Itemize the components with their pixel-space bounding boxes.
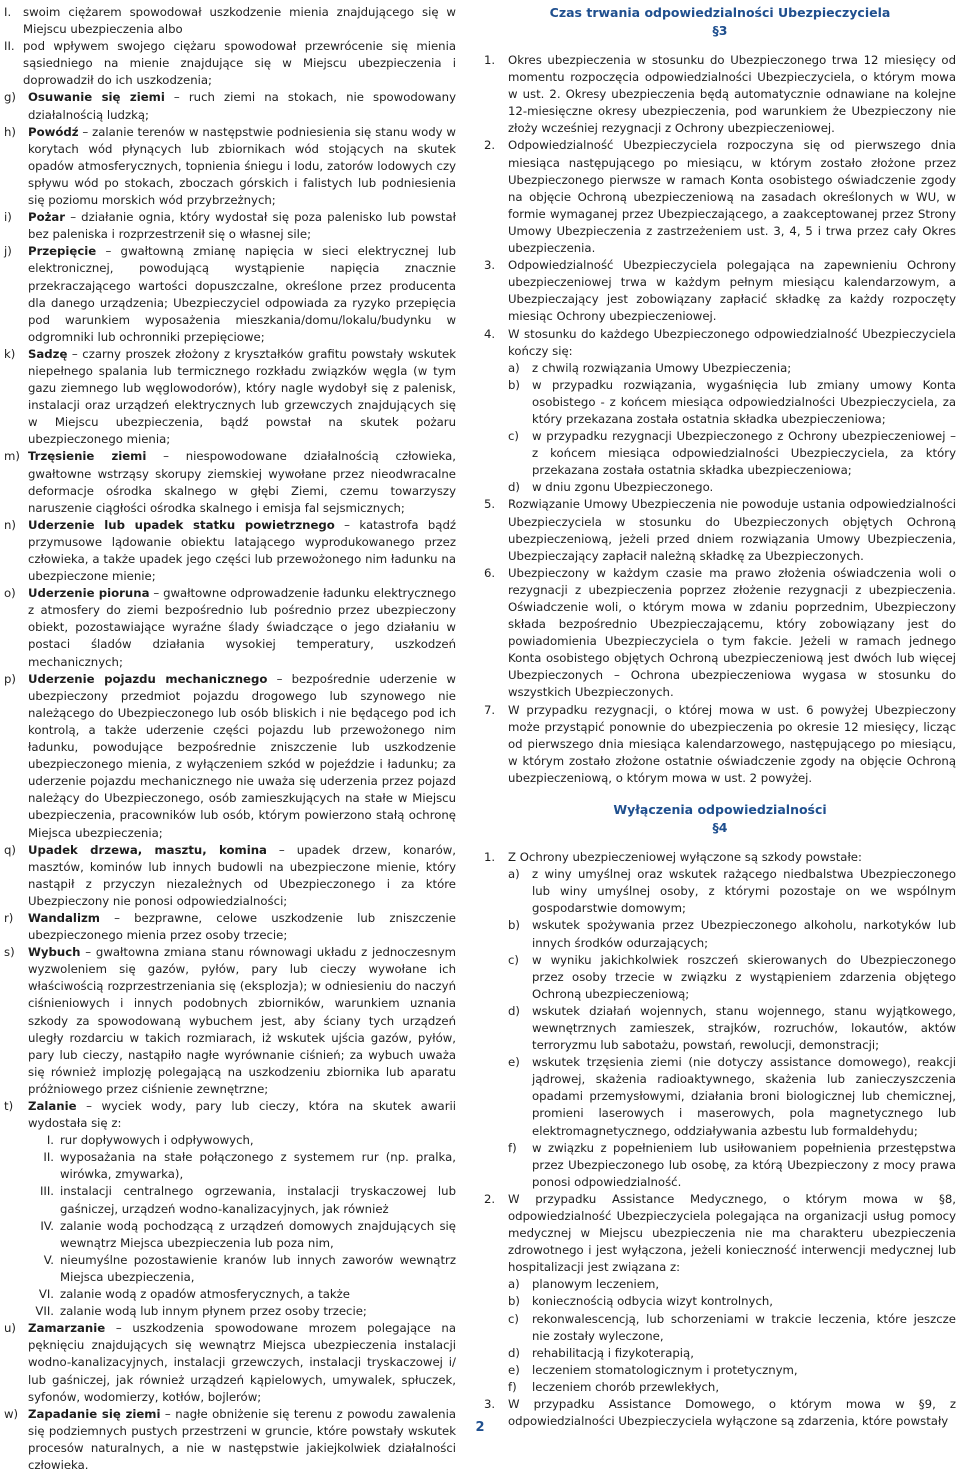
list-item (484, 1140, 956, 1191)
item-label: 3. (484, 258, 496, 273)
defined-term: Przepięcie (28, 244, 97, 259)
item-text (28, 124, 456, 209)
list-item (4, 944, 456, 1098)
item-label: o) (4, 586, 16, 601)
list-item (484, 866, 956, 917)
definition-text: – bezprawne, celowe uszkodzenie lub zniszczenie ubezpieczonego mienia przez osoby trzecie; (28, 910, 456, 943)
list-item (484, 496, 956, 564)
item-text (28, 209, 456, 243)
item-label: s) (4, 945, 15, 960)
item-text: w wyniku jakichkolwiek roszczeń skierowanych do Ubezpieczonego przez osoby trzecie w związku z wystąpieniem zdarzenia objętego Ochroną ubezpieczeniową; (532, 952, 956, 1001)
item-text: Rozwiązanie Umowy Ubezpieczenia nie powoduje ustania odpowiedzialności Ubezpieczyciela w stosunku do Ubezpieczonych objętych Ochroną ubezpieczeniową, jeżeli przed dniem rozwiązania Umowy Ubezpieczenia, Ubezpieczający zapłacił należną składkę za Ubezpieczonych. (508, 497, 956, 563)
list-item (4, 585, 456, 670)
item-label: d) (508, 1003, 520, 1018)
item-label: e) (508, 1362, 520, 1377)
item-text: wskutek trzęsienia ziemi (nie dotyczy assistance domowego), reakcji jądrowej, skażenia radioaktywnego, skażenia lub zanieczyszczenia opadami przemysłowymi, działania broni biologicznej lub chemicznej, promieni laserowych i maserowych, pola magnetycznego lub elektromagnetycznego, oddziaływania azbestu lub formaldehydu; (532, 1055, 956, 1138)
point-label: 3. (484, 1397, 496, 1412)
item-text: leczeniem stomatologicznym i protetycznym, (532, 1362, 798, 1377)
section-number: §3 (712, 23, 728, 38)
point-text: W przypadku Assistance Domowego, o którym mowa w §9, z odpowiedzialności Ubezpieczyciela wyłączone są zdarzenia, które powstały (508, 1397, 956, 1429)
item-label: d) (508, 480, 520, 495)
section-number: §4 (712, 820, 728, 836)
definition-text: – niespowodowane działalnością człowieka, gwałtowne wstrząsy skorupy ziemskiej wywołane przez nieodwracalne deformacje ośrodka skalnego w głębi Ziemi, czemu towarzyszy naruszenie ciągłości ośrodka skalnego i emisja fal sejsmicznych; (28, 449, 456, 515)
list-item (4, 346, 456, 449)
item-text (28, 910, 456, 944)
list-item (4, 243, 456, 346)
definition-text: – wyciek wody, pary lub cieczy, która na skutek awarii wydostała się z: (28, 1099, 456, 1131)
list-item (4, 1149, 456, 1183)
item-text: rekonwalescencją, lub schorzeniami w trakcie leczenia, które jeszcze nie zostały wyleczone, (532, 1311, 956, 1343)
item-label: g) (4, 90, 16, 105)
item-label: a) (508, 1277, 520, 1292)
list-item (484, 1276, 956, 1293)
item-text: Odpowiedzialność Ubezpieczyciela polegająca na zapewnieniu Ochrony ubezpieczeniowej trwa w każdym pełnym miesiącu kalendarzowym, a Ubezpieczający jest zobowiązany zapłacić składkę za każdy rozpoczęty miesiąc Ochrony ubezpieczeniowej. (508, 258, 956, 324)
item-label: I. (46, 1133, 54, 1148)
item-label: III. (39, 1184, 54, 1199)
item-text: w przypadku rozwiązania, wygaśnięcia lub zmiany umowy Konta osobistego - z końcem miesiąca odpowiedzialności Ubezpieczyciela, za który przekazana została ostatnia składka ubezpieczeniowa; (532, 377, 956, 426)
item-text (28, 89, 456, 123)
item-text (28, 346, 456, 449)
item-label: b) (508, 377, 520, 392)
list-item (484, 52, 956, 137)
item-label: r) (4, 910, 14, 925)
definition-text: – ruch ziemi na stokach, nie spowodowany działalnością ludzką; (28, 90, 457, 122)
definitions-list (4, 89, 456, 1132)
item-text (28, 448, 456, 516)
list-item (484, 1379, 956, 1396)
item-label: f) (508, 1379, 517, 1394)
list-item (484, 1293, 956, 1310)
item-text: wskutek spożywania przez Ubezpieczonego alkoholu, narkotyków lub innych środków odurzających; (532, 918, 956, 950)
item-label: b) (508, 1294, 520, 1309)
list-item (4, 1286, 456, 1303)
list-item (4, 1218, 456, 1252)
list-item (4, 1252, 456, 1286)
section-3-point4-sublist (484, 360, 956, 497)
list-item (484, 917, 956, 951)
item-label: c) (508, 429, 519, 444)
item-label: IV. (40, 1218, 54, 1233)
item-label: 5. (484, 497, 496, 512)
list-item (4, 1406, 456, 1474)
section-3-points-after (484, 496, 956, 787)
list-item (4, 4, 456, 38)
list-item (484, 1362, 956, 1379)
item-text: nieumyślne pozostawienie kranów lub innych zaworów wewnątrz Miejsca ubezpieczenia, (60, 1252, 456, 1284)
item-text: wskutek działań wojennych, stanu wojennego, stanu wyjątkowego, wewnętrznych zamieszek, strajków, rozruchów, lokautów, aktów terroryzmu lub sabotażu, powstań, rewolucji, demonstracji; (532, 1003, 956, 1053)
item-text: Okres ubezpieczenia w stosunku do Ubezpieczonego trwa 12 miesięcy od momentu rozpoczęcia odpowiedzialności Ubezpieczyciela, o którym mowa w ust. 2. Okresy ubezpieczenia będą automatycznie odnawiane na kolejne 12-miesięczne okresy ubezpieczenia, pod warunkiem że Ubezpieczony nie złoży wcześniej rezygnacji z Ochrony ubezpieczeniowej. (508, 53, 956, 136)
item-text: zalanie wodą z opadów atmosferycznych, a także (60, 1287, 350, 1302)
defined-term: Trzęsienie ziemi (28, 449, 147, 464)
item-text: z chwilą rozwiązania Umowy Ubezpieczenia; (532, 360, 792, 375)
item-label: c) (508, 1311, 519, 1326)
list-item (484, 479, 956, 496)
item-text: w przypadku rezygnacji Ubezpieczonego z Ochrony ubezpieczeniowej – z końcem miesiąca odpowiedzialności Ubezpieczyciela, za który przekazana została ostatnia składka ubezpieczeniowa; (532, 429, 956, 478)
list-item (484, 428, 956, 479)
item-text: zalanie wodą lub innym płynem przez osoby trzecie; (60, 1304, 367, 1319)
numbered-point (484, 849, 956, 866)
definition-text: – czarny proszek złożony z kryształków grafitu powstały wskutek niepełnego spalania lub termicznego rozkładu związków węgla (w tym gazu ziemnego lub węglowodorów), który nagle wydobył się z palenisk, instalacji oraz urządzeń elektrycznych lub grzewczych znajdujących się w Miejscu ubezpieczenia, bądź powstał na skutek pożaru ubezpieczonego mienia; (28, 346, 456, 447)
item-label: a) (508, 360, 520, 375)
section-title: Czas trwania odpowiedzialności Ubezpieczyciela (549, 5, 891, 20)
point-text: W przypadku Assistance Medycznego, o którym mowa w §8, odpowiedzialność Ubezpieczyciela polegająca na organizacji usług pomocy medycznej w Miejscu ubezpieczenia nie ma charakteru ubezpieczenia zdrowotnego i jest wyłączona, jeżeli konieczność interwencji medycznej lub hospitalizacji jest związana z: (508, 1191, 956, 1275)
definition-text: – nagłe obniżenie się terenu z powodu zawalenia się podziemnych pustych przestrzeni w gruncie, które powstały wskutek procesów naturalnych, a nie w następstwie jakiejkolwiek działalności człowieka. (28, 1406, 456, 1472)
definition-text: – katastrofa bądź przymusowe lądowanie obiektu latającego wyprodukowanego przez człowieka, a także upadek jego części lub przewożonego nim ładunku na ubezpieczone mienie; (28, 517, 456, 584)
item-label: u) (4, 1321, 16, 1336)
list-item (484, 565, 956, 702)
list-item (484, 1003, 956, 1054)
item-text: zalanie wodą pochodzącą z urządzeń domowych znajdujących się wewnątrz Miejsca ubezpieczenia lub poza nim, (60, 1218, 456, 1250)
item-text: W przypadku rezygnacji, o której mowa w ust. 6 powyżej Ubezpieczony może przystąpić ponownie do ubezpieczenia po okresie 12 miesięcy, licząc od pierwszego dnia miesiąca kalendarzowego, następującego po miesiącu, w którym zostało złożone ostatnie oświadczenie zgody na objęcie Ochroną ubezpieczeniową, o którym mowa w ust. 2 powyżej. (508, 702, 956, 785)
item-text (28, 1320, 456, 1405)
definition-text: – uszkodzenia spowodowane mrozem polegające na pęknięciu znajdujących się wewnątrz Miejsca ubezpieczenia instalacji wodno-kanalizacyjnych, instalacji grzewczych, instalacji tryskaczowej i/ lub gaśniczej, jak również urządzeń kąpielowych, umywalek, spłuczek, syfonów, wodomierzy, kotłów, bojlerów; (28, 1321, 456, 1404)
item-text: pod wpływem swojego ciężaru spowodował przewrócenie się mienia sąsiedniego na mienie znajdujące się w Miejscu ubezpieczenia i doprowadził do ich uszkodzenia; (23, 39, 456, 88)
list-item (4, 38, 456, 89)
defined-term: Zalanie (28, 1099, 77, 1113)
item-text: Ubezpieczony w każdym czasie ma prawo złożenia oświadczenia woli o rezygnacji z ubezpieczenia poprzez złożenie rezygnacji z ubezpieczenia. Oświadczenie woli, o którym mowa w zdaniu poprzednim, Ubezpieczony składa bezpośrednio Ubezpieczającemu, który zobowiązany jest do powiadomienia Ubezpieczyciela o tym fakcie. Jeżeli w ramach jednego Konta osobistego objętych Ochroną ubezpieczeniową jest dwóch lub więcej Ubezpieczonych – Ochrona ubezpieczeniowa wygasa w stosunku do wszystkich Ubezpieczonych. (508, 565, 956, 700)
item-text: leczeniem chorób przewlekłych, (532, 1379, 720, 1394)
item-text: instalacji centralnego ogrzewania, instalacji tryskaczowej lub gaśniczej, urządzeń wodno-kanalizacyjnych, jak również (60, 1184, 456, 1216)
item-label: q) (4, 842, 16, 857)
item-label: II. (43, 1150, 54, 1165)
item-label: t) (4, 1099, 14, 1113)
item-label: d) (508, 1345, 520, 1360)
list-item (484, 702, 956, 787)
item-text: z winy umyślnej oraz wskutek rażącego niedbalstwa Ubezpieczonego lub winy umyślnej osoby, z którymi pozostaje on we wspólnym gospodarstwie domowym; (532, 867, 956, 916)
list-item (4, 89, 456, 123)
list-item (4, 1132, 456, 1149)
item-label: j) (4, 244, 12, 259)
item-label: e) (508, 1055, 520, 1070)
list-item (484, 952, 956, 1003)
section-title: Wyłączenia odpowiedzialności (613, 802, 827, 818)
item-text (28, 944, 456, 1098)
left-column (4, 4, 456, 1474)
list-item (484, 1311, 956, 1345)
item-text: W stosunku do każdego Ubezpieczonego odpowiedzialność Ubezpieczyciela kończy się: (508, 326, 956, 358)
defined-term: Zamarzanie (28, 1321, 106, 1336)
item-text: rur dopływowych i odpływowych, (60, 1133, 254, 1148)
item-label: VI. (38, 1287, 54, 1302)
item-label: n) (4, 517, 16, 532)
list-item (4, 910, 456, 944)
defined-term: Uderzenie pioruna (28, 586, 150, 601)
item-label: c) (508, 952, 519, 967)
definition-text: – gwałtowne odprowadzenie ładunku elektrycznego z atmosfery do ziemi bezpośrednio lub pośrednio przez ubezpieczony obiekt, pozostawiające wyraźne ślady świadczące o jego działaniu w postaci śladów działania wysokiej temperatury, uszkodzeń mechanicznych; (28, 586, 457, 669)
item-label: 2. (484, 138, 496, 153)
list-item (4, 1098, 456, 1132)
definition-text: – gwałtowna zmiana stanu równowagi układu z jednoczesnym wyzwoleniem się gazów, pyłów, pary lub cieczy wywołane ich właściwością rozprzestrzeniania się (eksplozja); w odniesieniu do naczyń ciśnieniowych i innych podobnych zbiorników, warunkiem uznania szkody za spowodowaną wybuchem jest, aby ściany tych urządzeń uległy rozdarciu w takich rozmiarach, iż wskutek ujścia gazów, pyłów, pary lub cieczy, nastąpiło nagłe wyrównanie ciśnień; za wybuch uważa się również implozję polegającą na uszkodzeniu zbiornika lub aparatu próżniowego przez ciśnienie zewnętrzne; (28, 945, 456, 1096)
definition-text: – zalanie terenów w następstwie podniesienia się stanu wody w korytach wód płynących lub zbiornikach wód stojących na skutek opadów atmosferycznych, topnienia śniegu i lodu, zatorów lodowych czy spływu wód po stokach, zboczach górskich i falistych lub podniesienia się poziomu morskich wód przybrzeżnych; (28, 124, 456, 208)
item-text: koniecznością odbycia wizyt kontrolnych, (532, 1294, 774, 1309)
section-3-points (484, 52, 956, 360)
item-label: 7. (484, 702, 496, 717)
item-label: VII. (35, 1304, 54, 1319)
defined-term: Wandalizm (28, 910, 100, 925)
item-label: a) (508, 867, 520, 882)
list-item (484, 360, 956, 377)
item-label: i) (4, 210, 12, 225)
item-text (28, 1098, 456, 1132)
item-text: Odpowiedzialność Ubezpieczyciela rozpoczyna się od pierwszego dnia miesiąca następującego po miesiącu, w którym zostało złożone przez Ubezpieczonego pierwsze w ramach Konta osobistego oświadczenie zgody na objęcie Ochroną ubezpieczeniową na zasadach określonych w WU, w formie wymaganej przez Ubezpieczającego, a zaakceptowanej przez Strony Umowy Ubezpieczenia z zastrzeżeniem ust. 3, 4, 5 i trwa przez cały Okres ubezpieczenia. (508, 138, 956, 256)
item-label: b) (508, 918, 520, 933)
item-label: m) (4, 449, 20, 464)
item-label: h) (4, 124, 16, 139)
definition-text: – upadek drzew, konarów, masztów, kominów lub innych budowli na ubezpieczone mienie, który nastąpił z przyczyn niezależnych od Ubezpieczonego i za które Ubezpieczony nie ponosi odpowiedzialności; (28, 842, 457, 908)
list-item (4, 209, 456, 243)
defined-term: Osuwanie się ziemi (28, 90, 165, 105)
item-text (28, 585, 456, 670)
section-4-point1-sublist (484, 866, 956, 1191)
list-item (4, 448, 456, 516)
list-item (4, 842, 456, 910)
item-text (28, 842, 456, 910)
right-column (484, 4, 956, 1430)
section-4-point2-sublist (484, 1276, 956, 1396)
item-label: 6. (484, 565, 496, 580)
defined-term: Powódź (28, 124, 79, 139)
item-label: 1. (484, 53, 496, 67)
item-label: II. (4, 39, 15, 54)
point-label: 1. (484, 850, 496, 865)
item-label: 4. (484, 326, 496, 341)
point-label: 2. (484, 1191, 496, 1206)
item-text: rehabilitacją i fizykoterapią, (532, 1345, 694, 1360)
list-item (4, 517, 456, 585)
list-item (484, 326, 956, 360)
definition-text: – działanie ognia, który wydostał się poza palenisko lub powstał bez paleniska i rozprzestrzenił się o własnej sile; (28, 210, 456, 242)
definitions-list-tail (4, 1320, 456, 1474)
item-label: V. (43, 1252, 54, 1267)
item-text (28, 1406, 456, 1474)
item-label: I. (4, 5, 12, 19)
item-text: w dniu zgonu Ubezpieczonego. (532, 480, 714, 495)
list-item (484, 377, 956, 428)
item-text (28, 671, 456, 842)
list-item (4, 1303, 456, 1320)
item-text: wyposażania na stałe połączonego z systemem rur (np. pralka, wirówka, zmywarka), (60, 1150, 456, 1182)
definition-text: – gwałtowną zmianę napięcia w sieci elektrycznej lub elektronicznej, powodującą wystąpienie napięcia znacznie przekraczającego wartości dopuszczalne, określone przez producenta dla danego urządzenia; Ubezpieczyciel odpowiada za ryzyko przepięcia pod warunkiem wyposażenia mieszkania/domu/lokalu/budynku w odgromniki lub ochronniki przepięciowe; (28, 244, 456, 344)
item-label: p) (4, 671, 16, 686)
item-text: swoim ciężarem spowodował uszkodzenie mienia znajdującego się w Miejscu ubezpieczenia albo (23, 5, 456, 37)
list-item (484, 137, 956, 257)
item-text: w związku z popełnieniem lub usiłowaniem popełnienia przestępstwa przez Ubezpieczonego lub osobę, za którą Ubezpieczony z mocy prawa ponosi odpowiedzialność. (532, 1140, 956, 1189)
defined-term: Sadzę (28, 346, 68, 361)
zalanie-sublist (4, 1132, 456, 1320)
point-text: Z Ochrony ubezpieczeniowej wyłączone są szkody powstałe: (508, 850, 862, 865)
defined-term: Uderzenie lub upadek statku powietrznego (28, 517, 335, 532)
list-item (4, 671, 456, 842)
defined-term: Zapadanie się ziemi (28, 1406, 161, 1421)
defined-term: Wybuch (28, 945, 81, 960)
definition-text: – bezpośrednie uderzenie w ubezpieczony przedmiot pojazdu drogowego lub szynowego nie należącego do Ubezpieczonego lub osób bliskich i nie będącego pod ich kontrolą, a także uderzenie części pojazdu lub przewożonego nim ładunku, powodujące bezpośrednie zniszczenie lub uszkodzenie ubezpieczonego mienia, z wyłączeniem szkód w pojeździe i ładunku; za uderzenie pojazdu mechanicznego nie uważa się uderzenia przez pojazd należący do Ubezpieczonego, osób zamieszkujących na stałe w Miejscu ubezpieczenia, pracowników lub osób, którym powierzono stałą ochronę Miejsca ubezpieczenia; (28, 671, 456, 840)
item-text (28, 517, 456, 585)
list-item (484, 257, 956, 325)
list-item (4, 124, 456, 209)
item-label: w) (4, 1406, 19, 1421)
defined-term: Pożar (28, 210, 66, 225)
defined-term: Uderzenie pojazdu mechanicznego (28, 671, 268, 686)
item-label: f) (508, 1140, 517, 1155)
page-number: 2 (475, 1420, 485, 1435)
item-label: k) (4, 346, 16, 361)
list-item (4, 1320, 456, 1405)
item-text: planowym leczeniem, (532, 1277, 660, 1292)
list-item (484, 1054, 956, 1139)
list-item (4, 1183, 456, 1217)
numbered-point (484, 1191, 956, 1276)
item-text (28, 243, 456, 346)
defined-term: Upadek drzewa, masztu, komina (28, 842, 267, 857)
list-item (484, 1345, 956, 1362)
